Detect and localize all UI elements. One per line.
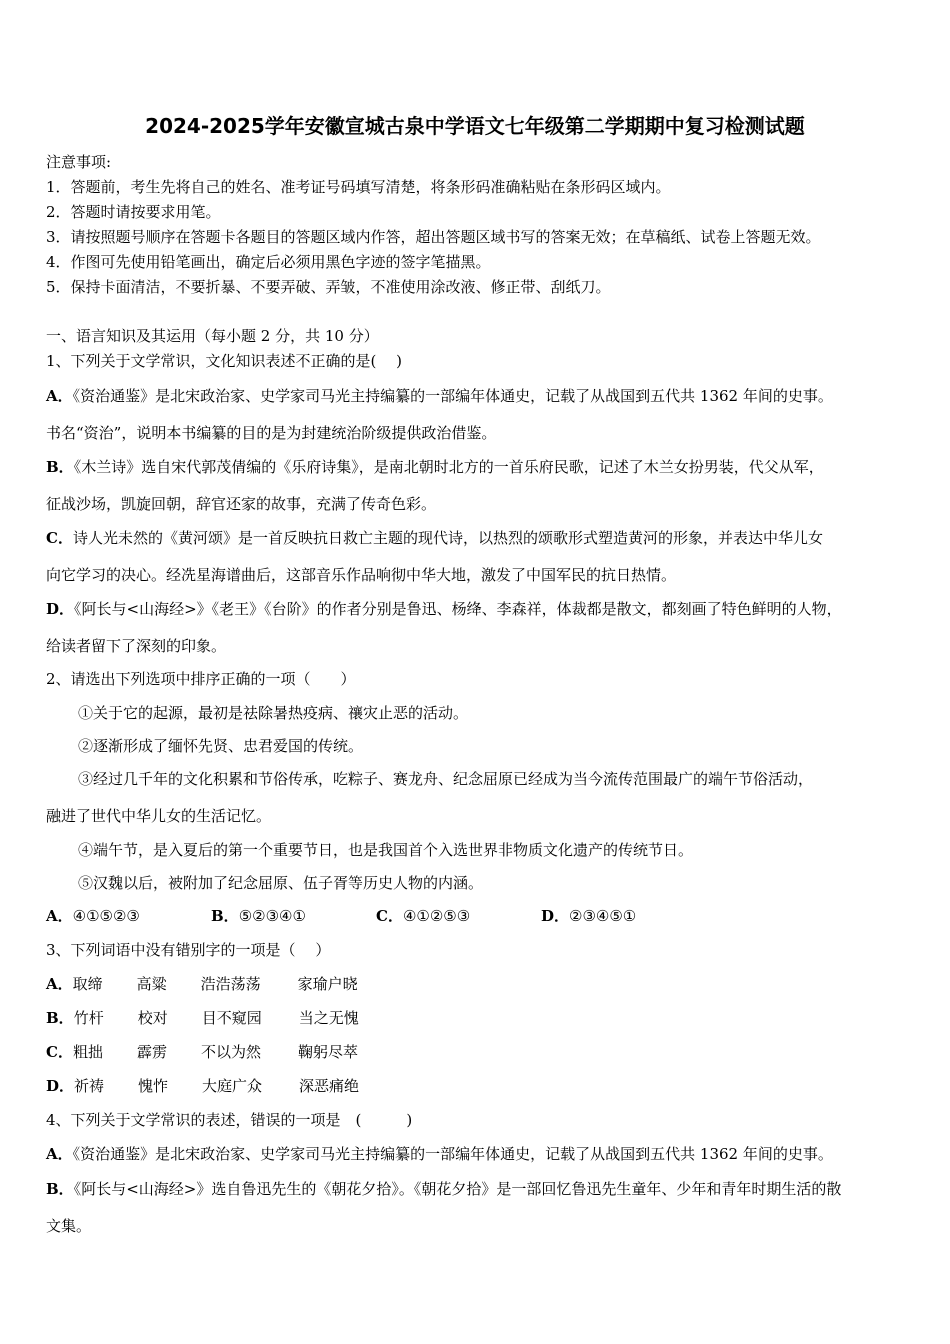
- q2-sentence-3-cont: 融进了世代中华儿女的生活记忆。: [46, 807, 272, 825]
- notice-item-3: 3．请按照题号顺序在答题卡各题目的答题区域内作答，超出答题区域书写的答案无效；在草稿纸、试卷上答题无效。: [46, 228, 821, 246]
- word: 粗拙: [72, 1043, 103, 1061]
- q1-option-a-cont: 书名“资治”，说明本书编纂的目的是为封建统治阶级提供政治借鉴。: [46, 424, 497, 442]
- q3-option-d: D．祈祷 愧怍 大庭广众 深恶痛绝: [46, 1077, 360, 1095]
- option-text: 《阿长与<山海经>》《老王》《台阶》的作者分别是鲁迅、杨绛、李森祥，体裁都是散文，都刻画了特色鲜明的人物，: [74, 600, 842, 618]
- q4-stem: 4、下列关于文学常识的表述，错误的一项是 ( ): [46, 1111, 413, 1129]
- q3-option-a: A．取缔 高粱 浩浩荡荡 家瑜户晓: [46, 975, 358, 993]
- q1-option-c-cont: 向它学习的决心。经冼星海谱曲后，这部音乐作品响彻中华大地，激发了中国军民的抗日热情。: [46, 566, 677, 584]
- q2-option-b: B．⑤②③④①: [211, 907, 306, 925]
- word: 不以为然: [200, 1043, 261, 1061]
- option-text: 《阿长与<山海经>》选自鲁迅先生的《朝花夕拾》。《朝花夕拾》是一部回忆鲁迅先生童年、少年和青年时期生活的散: [73, 1180, 842, 1198]
- word: 取缔: [72, 975, 103, 993]
- q3-option-c: C．粗拙 霹雳 不以为然 鞠躬尽萃: [46, 1043, 358, 1061]
- q1-stem: 1、下列关于文学常识，文化知识表述不正确的是( ): [46, 352, 403, 370]
- q1-option-b-cont: 征战沙场，凯旋回朝，辞官还家的故事，充满了传奇色彩。: [46, 495, 437, 513]
- section-heading: 一、语言知识及其运用（每小题 2 分，共 10 分）: [46, 327, 379, 345]
- q4-option-b-cont: 文集。: [46, 1217, 92, 1235]
- word: 愧怍: [138, 1077, 169, 1095]
- option-letter: A．: [46, 387, 73, 405]
- q2-option-c: C．④①②⑤③: [376, 907, 471, 925]
- option-text: 《木兰诗》选自宋代郭茂倩编的《乐府诗集》，是南北朝时北方的一首乐府民歌，记述了木兰女扮男装，代父从军，: [73, 458, 824, 476]
- q1-option-d: [46, 599, 842, 619]
- word: 大庭广众: [202, 1077, 263, 1095]
- q2-option-d: D．②③④⑤①: [541, 907, 637, 925]
- q1-option-c: [46, 528, 823, 548]
- page-title: 2024-2025学年安徽宣城古泉中学语文七年级第二学期期中复习检测试题: [145, 114, 805, 138]
- notice-heading: 注意事项:: [46, 153, 112, 171]
- q3-option-b: B．竹杆 校对 目不窥园 当之无愧: [46, 1009, 359, 1027]
- q2-sentence-1: ①关于它的起源，最初是祛除暑热疫病、禳灾止恶的活动。: [78, 704, 469, 722]
- option-text: 诗人光未然的《黄河颂》是一首反映抗日救亡主题的现代诗，以热烈的颂歌形式塑造黄河的形象，并表达中华儿女: [72, 529, 823, 547]
- word: 鞠躬尽萃: [297, 1043, 358, 1061]
- option-letter: B．: [46, 1180, 74, 1198]
- notice-item-5: 5．保持卡面清洁，不要折暴、不要弄破、弄皱，不准使用涂改液、修正带、刮纸刀。: [46, 278, 611, 296]
- q2-sentence-3: ③经过几千年的文化积累和节俗传承，吃粽子、赛龙舟、纪念屈原已经成为当今流传范围最广的端午节俗活动，: [78, 770, 814, 788]
- option-letter: C．: [46, 529, 73, 547]
- word: 校对: [137, 1009, 168, 1027]
- q2-stem: 2、请选出下列选项中排序正确的一项（ ）: [46, 670, 356, 688]
- q4-option-a: [46, 1144, 833, 1164]
- q2-option-a: A．④①⑤②③: [46, 907, 140, 925]
- option-text: 《资治通鉴》是北宋政治家、史学家司马光主持编纂的一部编年体通史，记载了从战国到五代共 1362 年间的史事。: [72, 387, 833, 405]
- word: 目不窥园: [201, 1009, 262, 1027]
- q3-stem: 3、下列词语中没有错别字的一项是（ ）: [46, 941, 331, 959]
- q1-option-a: [46, 386, 833, 406]
- q2-options: [46, 906, 636, 926]
- word: 浩浩荡荡: [200, 975, 261, 993]
- word: 霹雳: [136, 1043, 167, 1061]
- word: 竹杆: [73, 1009, 104, 1027]
- option-letter: D．: [46, 600, 75, 618]
- q4-option-b: [46, 1179, 841, 1199]
- word: 祈祷: [74, 1077, 105, 1095]
- notice-item-1: 1．答题前，考生先将自己的姓名、准考证号码填写清楚，将条形码准确粘贴在条形码区域内。: [46, 178, 671, 196]
- option-letter: B．: [46, 458, 74, 476]
- word: 家瑜户晓: [297, 975, 358, 993]
- q2-sentence-5: ⑤汉魏以后，被附加了纪念屈原、伍子胥等历史人物的内涵。: [78, 874, 484, 892]
- option-text: 《资治通鉴》是北宋政治家、史学家司马光主持编纂的一部编年体通史，记载了从战国到五代共 1362 年间的史事。: [72, 1145, 833, 1163]
- q1-option-d-cont: 给读者留下了深刻的印象。: [46, 637, 227, 655]
- q2-sentence-4: ④端午节，是入夏后的第一个重要节日，也是我国首个入选世界非物质文化遗产的传统节日。: [78, 841, 694, 859]
- option-letter: A．: [46, 1145, 73, 1163]
- word: 高粱: [136, 975, 167, 993]
- word: 深恶痛绝: [299, 1077, 360, 1095]
- q1-option-b: [46, 457, 824, 477]
- notice-item-2: 2．答题时请按要求用笔。: [46, 203, 221, 221]
- word: 当之无愧: [298, 1009, 359, 1027]
- q2-sentence-2: ②逐渐形成了缅怀先贤、忠君爱国的传统。: [78, 737, 364, 755]
- notice-item-4: 4．作图可先使用铅笔画出，确定后必须用黑色字迹的签字笔描黑。: [46, 253, 491, 271]
